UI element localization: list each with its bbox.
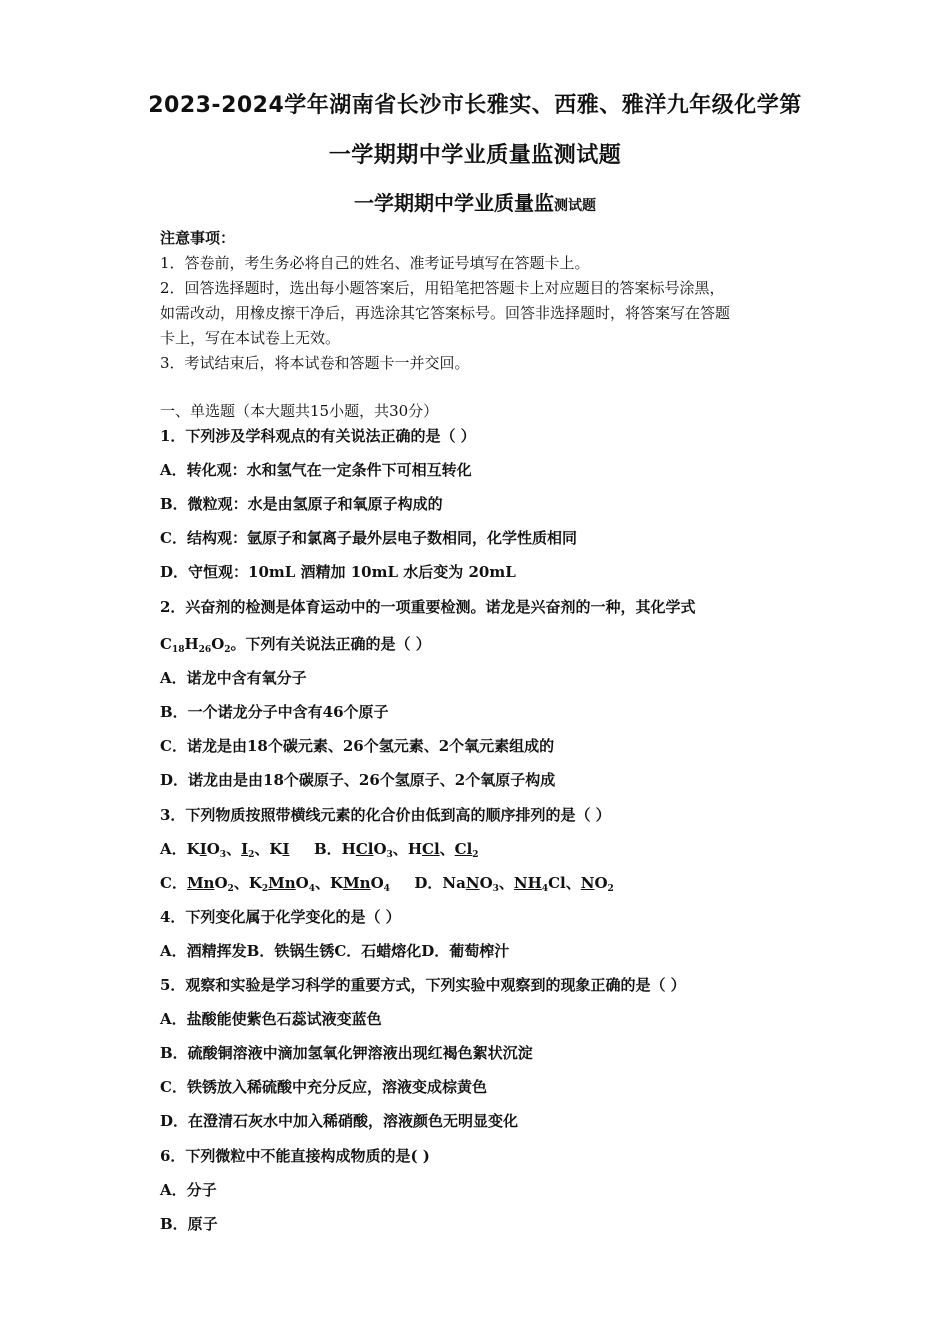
formula-element: O [214, 874, 228, 892]
separator: 、 [498, 874, 514, 892]
q5-stem: 5．观察和实验是学习科学的重要方式，下列实验中观察到的现象正确的是（ ） [160, 976, 686, 994]
q2-option-b: B．一个诺龙分子中含有46个原子 [160, 703, 389, 721]
formula-element: O [211, 635, 225, 653]
underlined-element: N [580, 874, 595, 892]
formula-element: C [160, 635, 172, 653]
formula-subscript: 18 [171, 645, 185, 655]
underlined-element: Mn [343, 874, 371, 892]
formula-element: O [295, 874, 309, 892]
section-heading: 一、单选题（本大题共15小题，共30分） [160, 402, 439, 420]
underlined-element: Mn [268, 874, 296, 892]
q5-option-d: D．在澄清石灰水中加入稀硝酸，溶液颜色无明显变化 [160, 1112, 519, 1130]
formula-subscript: 2 [224, 645, 231, 655]
formula-subscript: 3 [492, 884, 499, 894]
q4-option-c: C．石蜡熔化 [334, 942, 422, 960]
q1-option-a: A．转化观：水和氢气在一定条件下可相互转化 [160, 461, 472, 479]
formula-element: H [184, 635, 199, 653]
formula-subscript: 4 [541, 884, 549, 894]
q4-option-d: D．葡萄榨汁 [421, 942, 510, 960]
q6-option-b: B．原子 [160, 1215, 218, 1233]
exam-subtitle [0, 187, 950, 216]
notes-heading: 注意事项： [160, 229, 236, 247]
formula-subscript: 2 [261, 884, 269, 894]
note-3: 3．考试结束后，将本试卷和答题卡一并交回。 [160, 354, 470, 372]
underlined-element: I [241, 840, 249, 858]
formula-element: O [206, 840, 220, 858]
underlined-element: Mn [186, 874, 215, 892]
formula-subscript: 3 [386, 850, 393, 860]
formula-element: O [370, 874, 384, 892]
underlined-element: Cl [454, 840, 473, 858]
q3-options-cd [160, 873, 614, 893]
q2-formula [160, 635, 231, 653]
note-2a: 2．回答选择题时，选出每小题答案后，用铅笔把答题卡上对应题目的答案标号涂黑， [160, 279, 725, 297]
formula-subscript: 4 [383, 884, 390, 894]
formula-element: O [479, 874, 493, 892]
note-2c: 卡上，写在本试卷上无效。 [160, 329, 341, 347]
formula-element: O [373, 840, 387, 858]
option-label: C． [160, 874, 187, 892]
q6-stem: 6．下列微粒中不能直接构成物质的是( ) [160, 1147, 430, 1165]
q3-option-a [160, 840, 289, 858]
formula-element: Na [442, 874, 466, 892]
underlined-element: Cl [422, 840, 440, 858]
underlined-element: I [282, 840, 290, 858]
option-label: A． [160, 840, 187, 858]
q3-option-c [160, 874, 390, 892]
q1-option-c: C．结构观：氩原子和氯离子最外层电子数相同，化学性质相同 [160, 529, 577, 547]
separator: 、 [315, 874, 331, 892]
formula-subscript: 26 [198, 645, 212, 655]
underlined-element: N [465, 874, 480, 892]
exam-title-line2: 一学期期中学业质量监测试题 [328, 143, 622, 168]
formula-element: K [248, 874, 262, 892]
formula-subscript: 3 [219, 850, 227, 860]
subtitle-large-text: 一学期期中学业质量监 [354, 191, 554, 215]
option-label: B． [313, 840, 342, 858]
subtitle-small-text: 测试题 [554, 198, 596, 214]
note-1: 1．答卷前，考生务必将自己的姓名、准考证号填写在答题卡上。 [160, 254, 590, 272]
exam-title-line1: 2023-2024学年湖南省长沙市长雅实、西雅、雅洋九年级化学第 [148, 93, 802, 118]
formula-element: H [407, 840, 422, 858]
q1-stem: 1．下列涉及学科观点的有关说法正确的是（ ） [160, 427, 476, 445]
separator: 、 [565, 874, 581, 892]
q3-option-b [314, 840, 479, 858]
formula-element: K [186, 840, 200, 858]
separator: 、 [254, 840, 270, 858]
formula-subscript: 2 [607, 884, 614, 894]
separator: 、 [392, 840, 408, 858]
q2-stem: 2．兴奋剂的检测是体育运动中的一项重要检测。诺龙是兴奋剂的一种，其化学式 [160, 598, 696, 616]
underlined-element: I [199, 840, 207, 858]
q5-option-c: C．铁锈放入稀硫酸中充分反应，溶液变成棕黄色 [160, 1078, 487, 1096]
q2-option-d: D．诺龙由是由18个碳原子、26个氢原子、2个氧原子构成 [160, 771, 556, 789]
formula-element: H [341, 840, 356, 858]
q5-option-b: B．硫酸铜溶液中滴加氢氧化钾溶液出现红褐色絮状沉淀 [160, 1044, 533, 1062]
separator: 、 [439, 840, 455, 858]
formula-element: K [330, 874, 344, 892]
q2-stem-formula-line [160, 634, 431, 654]
q4-stem: 4．下列变化属于化学变化的是（ ） [160, 908, 401, 926]
formula-subscript: 4 [308, 884, 315, 894]
underlined-element: NH [513, 874, 542, 892]
q5-option-a: A．盐酸能使紫色石蕊试液变蓝色 [160, 1010, 382, 1028]
q2-option-c: C．诺龙是由18个碳元素、26个氢元素、2个氧元素组成的 [160, 737, 555, 755]
q1-option-d: D．守恒观：10mL 酒精加 10mL 水后变为 20mL [160, 563, 516, 581]
q4-option-a: A．酒精挥发 [160, 942, 247, 960]
separator: 、 [226, 840, 242, 858]
q3-options-ab [160, 839, 479, 859]
formula-element: O [594, 874, 608, 892]
option-label: D． [414, 874, 443, 892]
q6-option-a: A．分子 [160, 1181, 217, 1199]
formula-element: Cl [548, 874, 566, 892]
formula-subscript: 2 [248, 850, 255, 860]
note-2b: 如需改动，用橡皮擦干净后，再选涂其它答案标号。回答非选择题时，将答案写在答题 [160, 304, 731, 322]
q2-option-a: A．诺龙中含有氧分子 [160, 669, 307, 687]
q3-stem: 3．下列物质按照带横线元素的化合价由低到高的顺序排列的是（ ） [160, 806, 611, 824]
formula-subscript: 2 [472, 850, 479, 860]
q4-options [160, 941, 509, 961]
q4-option-b: B．铁锅生锈 [246, 942, 335, 960]
separator: 、 [233, 874, 249, 892]
q1-option-b: B．微粒观：水是由氢原子和氧原子构成的 [160, 495, 443, 513]
underlined-element: Cl [355, 840, 374, 858]
q2-stem-continuation: 。下列有关说法正确的是（ ） [230, 635, 431, 653]
formula-subscript: 2 [227, 884, 234, 894]
q3-option-d [414, 874, 613, 892]
formula-element: K [269, 840, 283, 858]
